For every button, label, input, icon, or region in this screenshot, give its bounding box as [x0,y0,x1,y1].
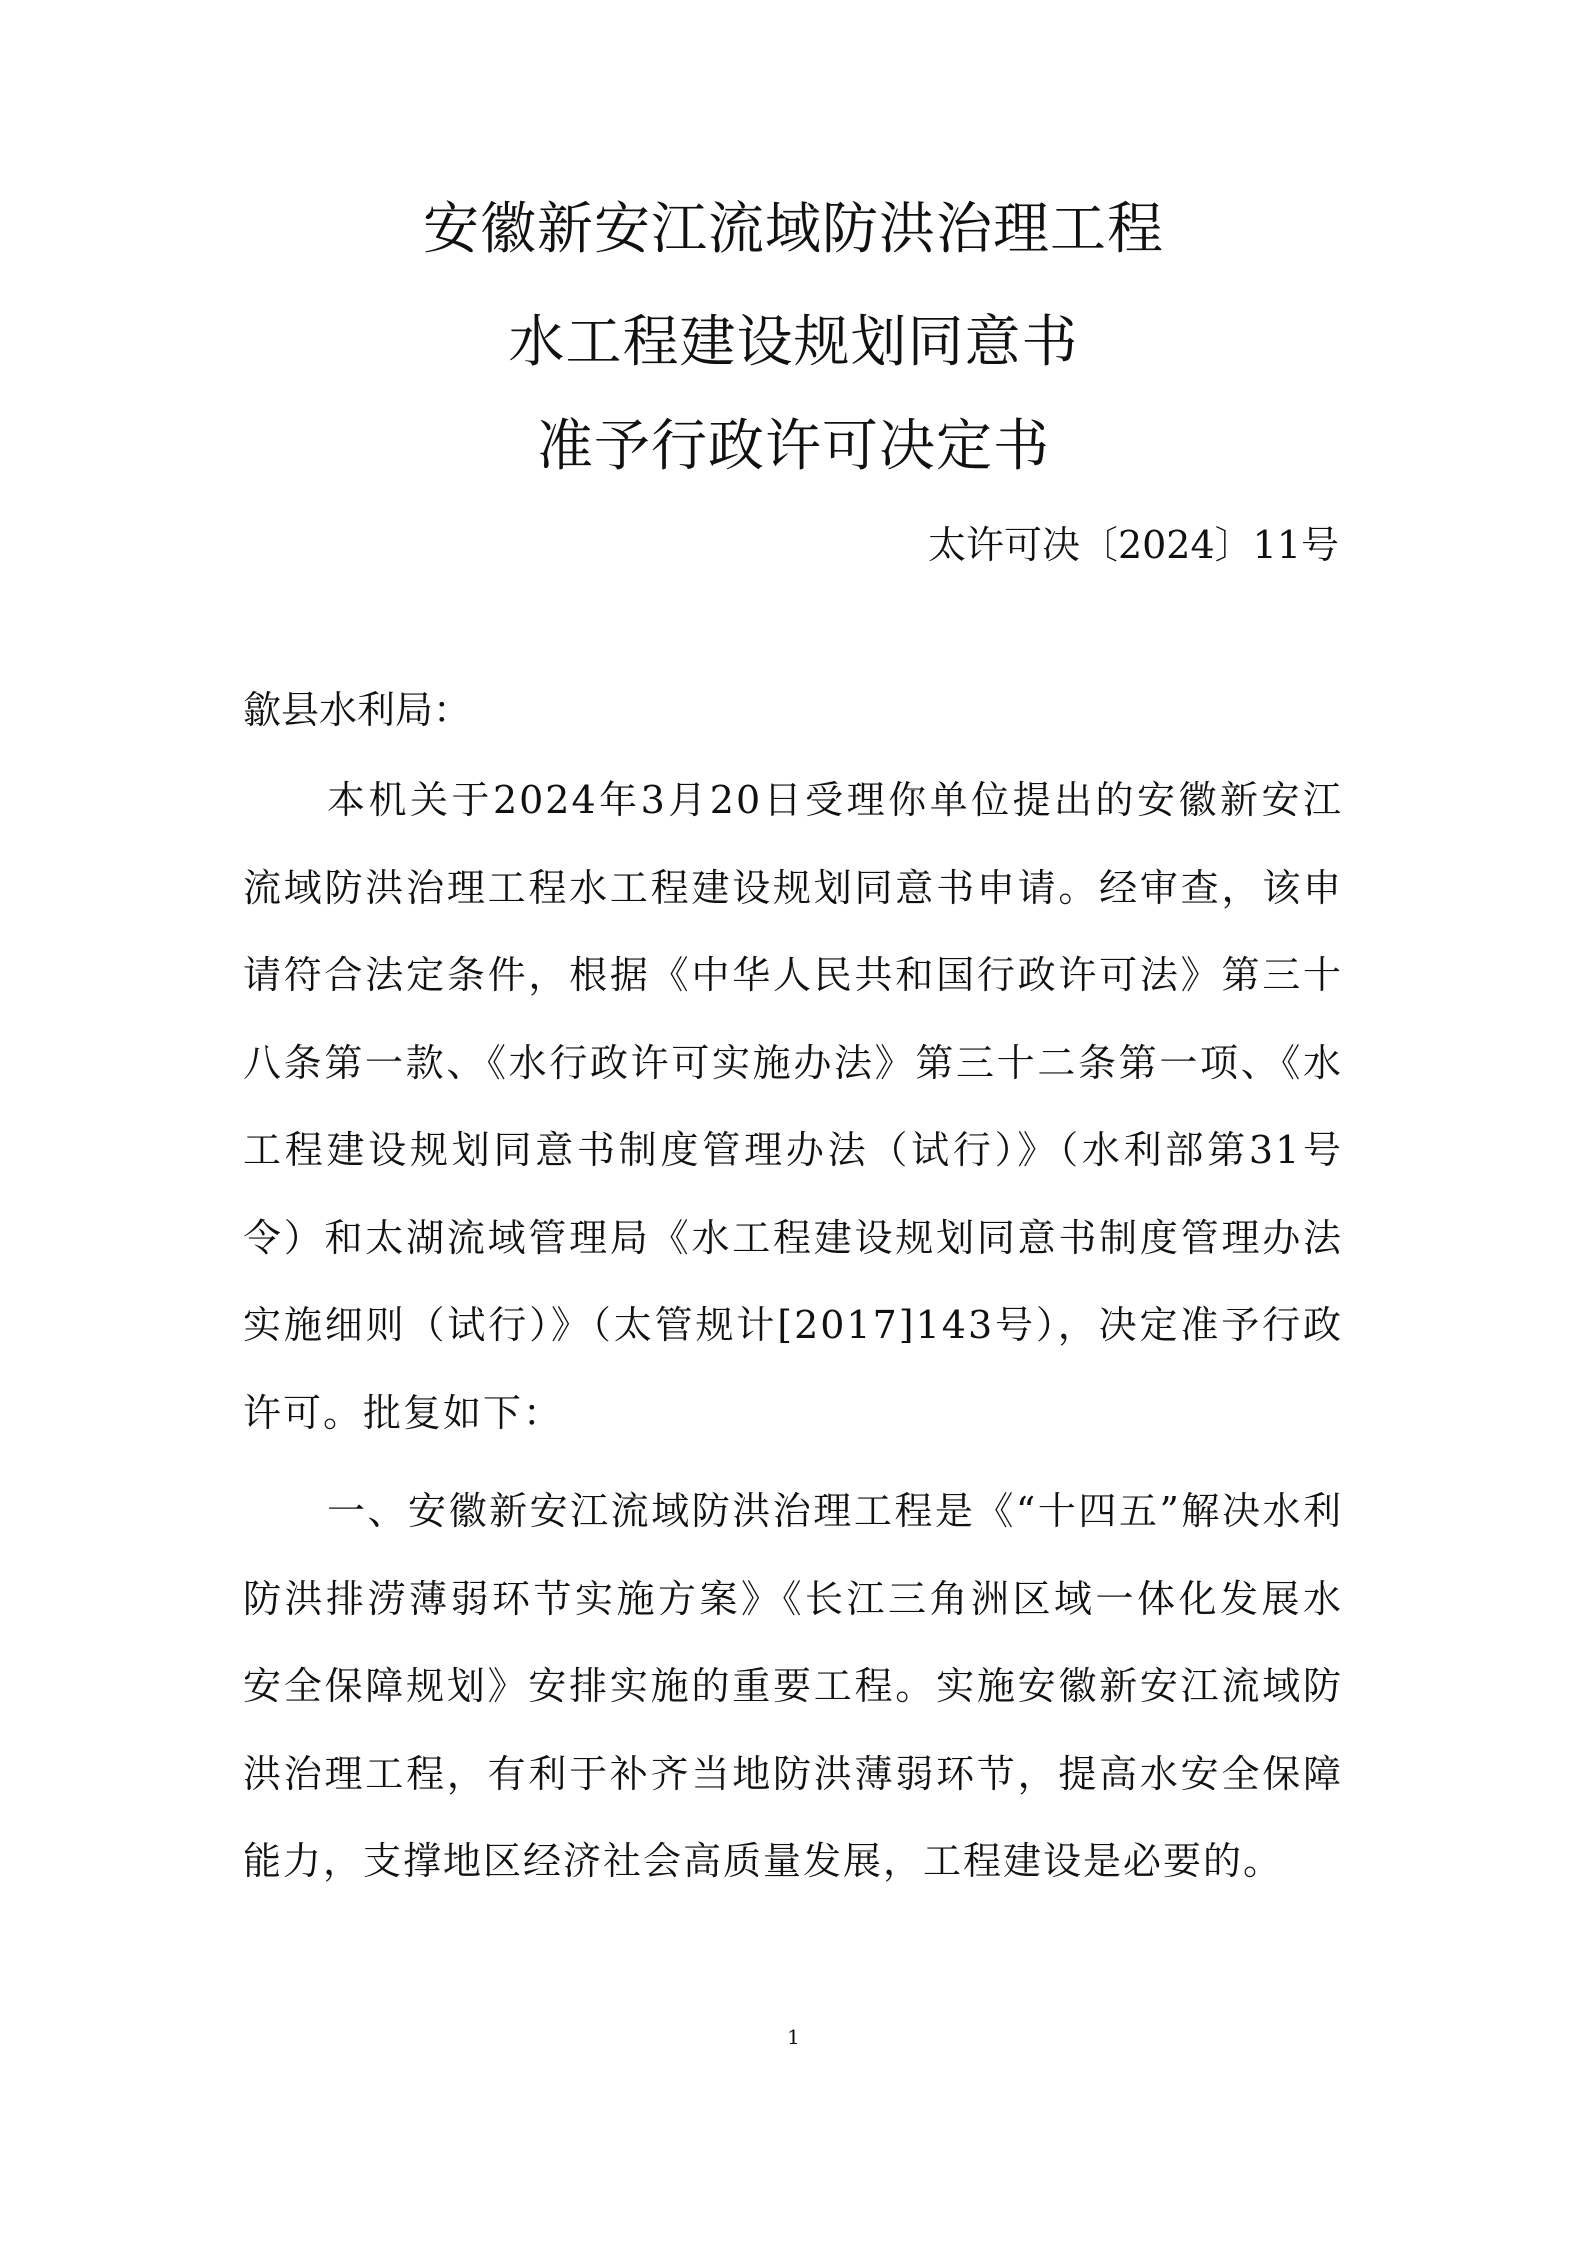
title-line-1: 安徽新安江流域防洪治理工程 [423,197,1164,262]
title-line-2: 水工程建设规划同意书 [508,310,1079,375]
page-number: 1 [787,2025,800,2049]
body-paragraph-1: 本机关于2024年3月20日受理你单位提出的安徽新安江流域防洪治理工程水工程建设规划同意书申请。经审查，该申请符合法定条件，根据《中华人民共和国行政许可法》第三十八条第一款、《水行政许可实施办法》第三十二条第一项、《水工程建设规划同意书制度管理办法（试行）》（水利部第31号令）和太湖流域管理局《水工程建设规划同意书制度管理办法实施细则（试行）》（太管规计[2017]143号），决定准予行政许可。批复如下： [243,778,1343,1435]
document-number: 太许可决〔2024〕11号 [927,523,1339,567]
addressee: 歙县水利局： [243,688,472,732]
body-paragraph-2: 一、安徽新安江流域防洪治理工程是《“十四五”解决水利防洪排涝薄弱环节实施方案》《长江三角洲区域一体化发展水安全保障规划》安排实施的重要工程。实施安徽新安江流域防洪治理工程，有利于补齐当地防洪薄弱环节，提高水安全保障能力，支撑地区经济社会高质量发展，工程建设是必要的。 [243,1489,1343,1883]
title-line-3: 准予行政许可决定书 [537,414,1050,479]
